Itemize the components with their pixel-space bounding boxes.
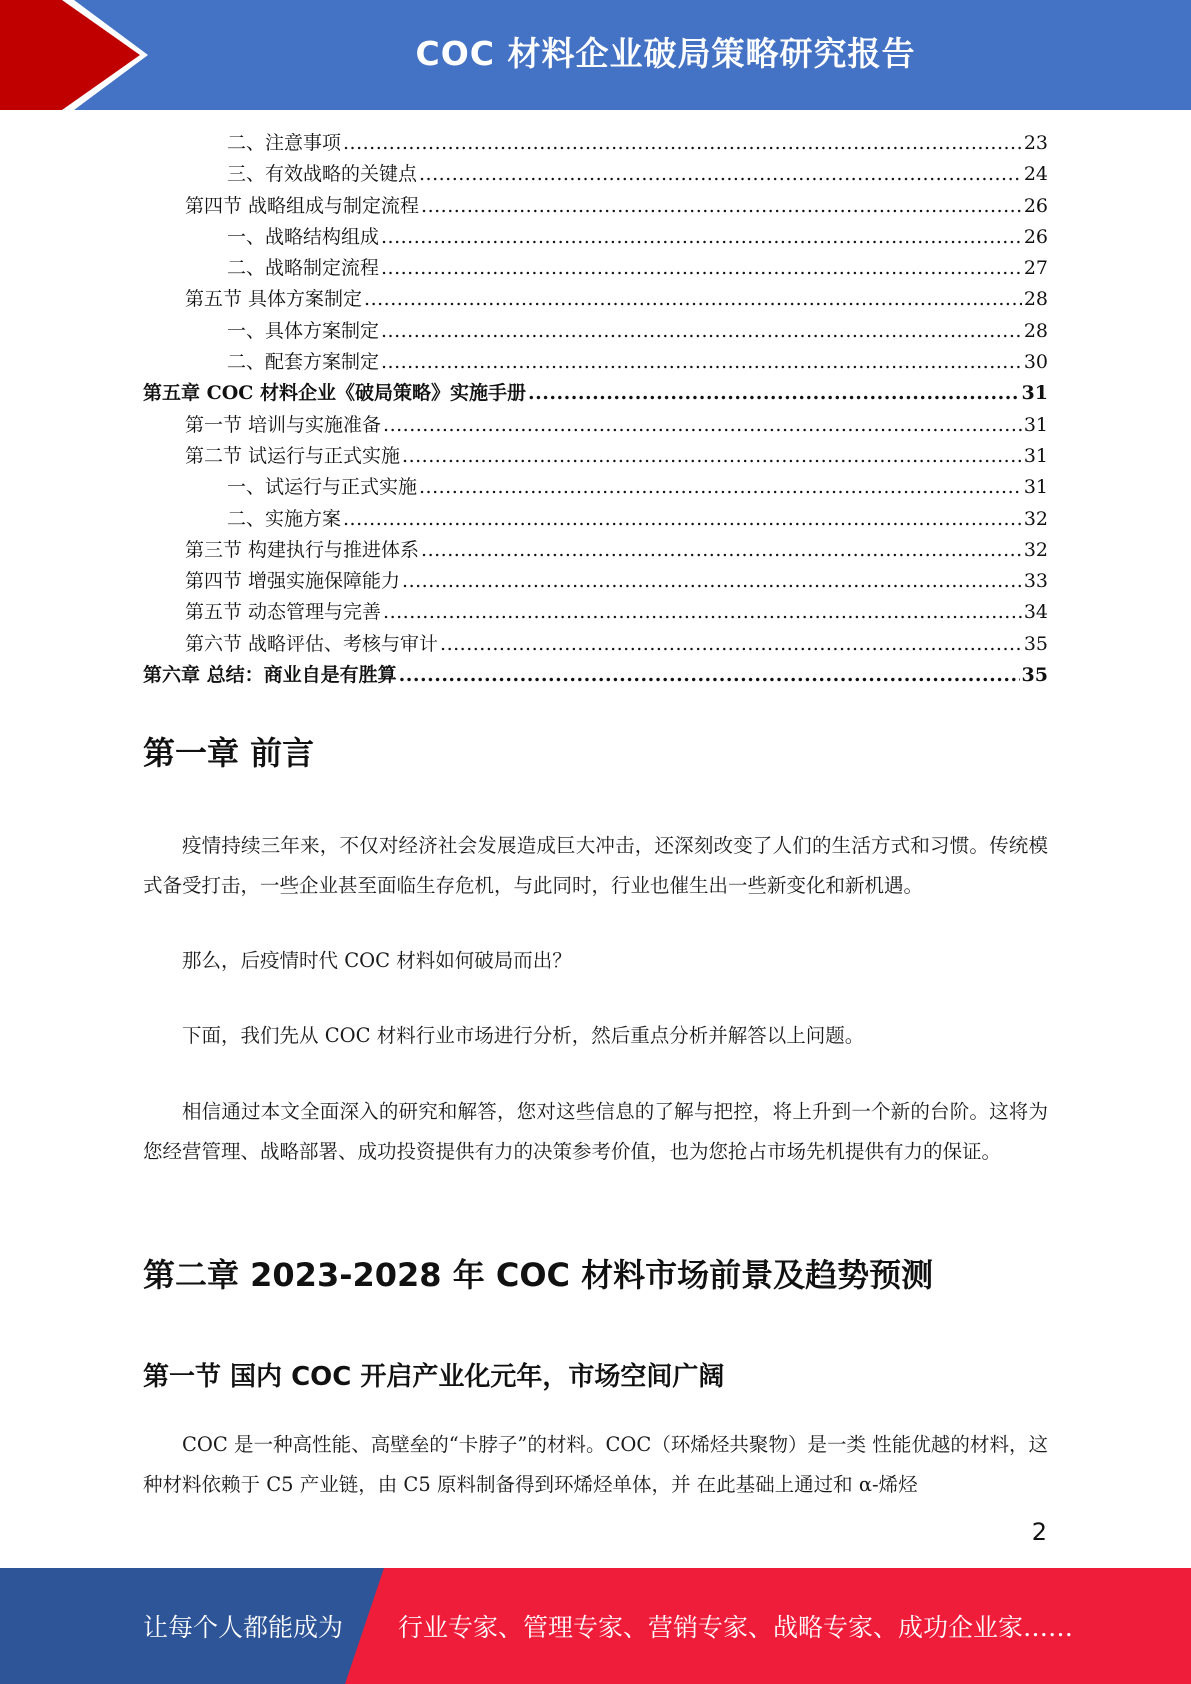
toc-dot-leader bbox=[399, 660, 1020, 691]
toc-dot-leader bbox=[364, 284, 1022, 315]
toc-dot-leader bbox=[381, 253, 1022, 284]
toc-dot-leader bbox=[402, 441, 1022, 472]
toc-entry-title: 一、试运行与正式实施 bbox=[227, 476, 418, 499]
toc-dot-leader bbox=[381, 347, 1022, 378]
chapter1-paragraph-3: 下面，我们先从 COC 材料行业市场进行分析，然后重点分析并解答以上问题。 bbox=[182, 1024, 865, 1047]
toc-entry-page: 34 bbox=[1023, 601, 1048, 624]
toc-entry[interactable] bbox=[143, 566, 1048, 597]
toc-entry-page: 32 bbox=[1023, 507, 1048, 530]
table-of-contents bbox=[143, 128, 1048, 691]
toc-dot-leader bbox=[528, 378, 1020, 409]
toc-entry-page: 35 bbox=[1023, 632, 1048, 655]
toc-dot-leader bbox=[421, 191, 1022, 222]
chapter2-title: 第二章 2023-2028 年 COC 材料市场前景及趋势预测 bbox=[143, 1256, 934, 1294]
toc-entry[interactable] bbox=[143, 441, 1048, 472]
chapter1-paragraph-1: 疫情持续三年来，不仅对经济社会发展造成巨大冲击，还深刻改变了人们的生活方式和习惯。传统模式备受打击，一些企业甚至面临生存危机，与此同时，行业也催生出一些新变化和新机遇。 bbox=[143, 834, 1048, 897]
footer-slogan-left: 让每个人都能成为 bbox=[143, 1613, 344, 1642]
toc-entry[interactable] bbox=[143, 191, 1048, 222]
toc-entry[interactable] bbox=[143, 472, 1048, 503]
toc-entry-title: 第五节 具体方案制定 bbox=[185, 288, 363, 311]
toc-entry-title: 二、战略制定流程 bbox=[227, 257, 380, 280]
toc-dot-leader bbox=[381, 316, 1022, 347]
toc-dot-leader bbox=[402, 566, 1022, 597]
toc-entry-title: 第五章 COC 材料企业《破局策略》实施手册 bbox=[143, 382, 527, 405]
toc-entry[interactable] bbox=[143, 597, 1048, 628]
toc-entry-page: 31 bbox=[1023, 476, 1048, 499]
toc-entry-page: 28 bbox=[1023, 319, 1048, 342]
toc-entry-title: 一、具体方案制定 bbox=[227, 319, 380, 342]
toc-entry-page: 35 bbox=[1021, 664, 1048, 687]
toc-entry-title: 第四节 增强实施保障能力 bbox=[185, 570, 401, 593]
toc-dot-leader bbox=[421, 535, 1022, 566]
toc-entry-title: 二、实施方案 bbox=[227, 507, 342, 530]
chapter1-title: 第一章 前言 bbox=[143, 734, 315, 772]
toc-entry-page: 30 bbox=[1023, 351, 1048, 374]
toc-dot-leader bbox=[440, 629, 1022, 660]
toc-dot-leader bbox=[381, 222, 1022, 253]
toc-entry[interactable] bbox=[143, 410, 1048, 441]
toc-entry[interactable] bbox=[143, 253, 1048, 284]
toc-entry-title: 第四节 战略组成与制定流程 bbox=[185, 194, 420, 217]
toc-entry-page: 31 bbox=[1023, 413, 1048, 436]
header-arrow-icon bbox=[0, 0, 160, 110]
toc-entry[interactable] bbox=[143, 535, 1048, 566]
toc-entry-title: 第六章 总结：商业自是有胜算 bbox=[143, 664, 397, 687]
toc-entry-page: 28 bbox=[1023, 288, 1048, 311]
report-title: COC 材料企业破局策略研究报告 bbox=[415, 34, 916, 73]
toc-entry-page: 26 bbox=[1023, 225, 1048, 248]
toc-dot-leader bbox=[419, 472, 1022, 503]
toc-entry-title: 三、有效战略的关键点 bbox=[227, 163, 418, 186]
page-header bbox=[0, 0, 1191, 110]
toc-entry-page: 23 bbox=[1023, 132, 1048, 154]
toc-entry-title: 二、注意事项 bbox=[227, 132, 342, 154]
toc-entry[interactable] bbox=[143, 504, 1048, 535]
toc-entry-title: 第六节 战略评估、考核与审计 bbox=[185, 632, 439, 655]
chapter1-paragraph-2: 那么，后疫情时代 COC 材料如何破局而出？ bbox=[182, 949, 572, 972]
toc-entry-title: 第一节 培训与实施准备 bbox=[185, 413, 382, 436]
chapter2-section1-title: 第一节 国内 COC 开启产业化元年，市场空间广阔 bbox=[143, 1362, 725, 1392]
toc-entry-page: 26 bbox=[1023, 194, 1048, 217]
page-number: 2 bbox=[1031, 1518, 1047, 1546]
toc-dot-leader bbox=[343, 128, 1022, 159]
toc-entry-title: 第三节 构建执行与推进体系 bbox=[185, 538, 420, 561]
toc-entry-title: 第五节 动态管理与完善 bbox=[185, 601, 382, 624]
toc-dot-leader bbox=[419, 159, 1022, 190]
toc-entry-page: 31 bbox=[1023, 444, 1048, 467]
toc-entry[interactable] bbox=[143, 159, 1048, 190]
toc-dot-leader bbox=[383, 410, 1022, 441]
chapter1-paragraph-4: 相信通过本文全面深入的研究和解答，您对这些信息的了解与把控，将上升到一个新的台阶。这将为您经营管理、战略部署、成功投资提供有力的决策参考价值，也为您抢占市场先机提供有力的保证。 bbox=[143, 1100, 1048, 1163]
toc-entry-page: 24 bbox=[1023, 163, 1048, 186]
toc-entry[interactable] bbox=[143, 316, 1048, 347]
toc-entry-title: 第二节 试运行与正式实施 bbox=[185, 444, 401, 467]
toc-entry[interactable] bbox=[143, 128, 1048, 159]
page-footer bbox=[0, 1568, 1191, 1684]
toc-dot-leader bbox=[383, 597, 1022, 628]
toc-dot-leader bbox=[343, 504, 1022, 535]
chapter2-paragraph: COC 是一种高性能、高壁垒的“卡脖子”的材料。COC（环烯烃共聚物）是一类 性能优越的材料，这种材料依赖于 C5 产业链，由 C5 原料制备得到环烯烃单体，并 在此基础上通过和 α-烯烃 bbox=[143, 1433, 1048, 1496]
toc-entry[interactable] bbox=[143, 629, 1048, 660]
footer-slogan-right: 行业专家、管理专家、营销专家、战略专家、成功企业家…… bbox=[398, 1613, 1074, 1642]
toc-entry[interactable] bbox=[143, 378, 1048, 409]
toc-entry-page: 31 bbox=[1021, 382, 1048, 405]
toc-entry[interactable] bbox=[143, 284, 1048, 315]
toc-entry[interactable] bbox=[143, 347, 1048, 378]
toc-entry-page: 33 bbox=[1023, 570, 1048, 593]
toc-entry-title: 二、配套方案制定 bbox=[227, 351, 380, 374]
toc-entry[interactable] bbox=[143, 222, 1048, 253]
toc-entry[interactable] bbox=[143, 660, 1048, 691]
toc-entry-page: 27 bbox=[1023, 257, 1048, 280]
toc-entry-title: 一、战略结构组成 bbox=[227, 225, 380, 248]
toc-entry-page: 32 bbox=[1023, 538, 1048, 561]
